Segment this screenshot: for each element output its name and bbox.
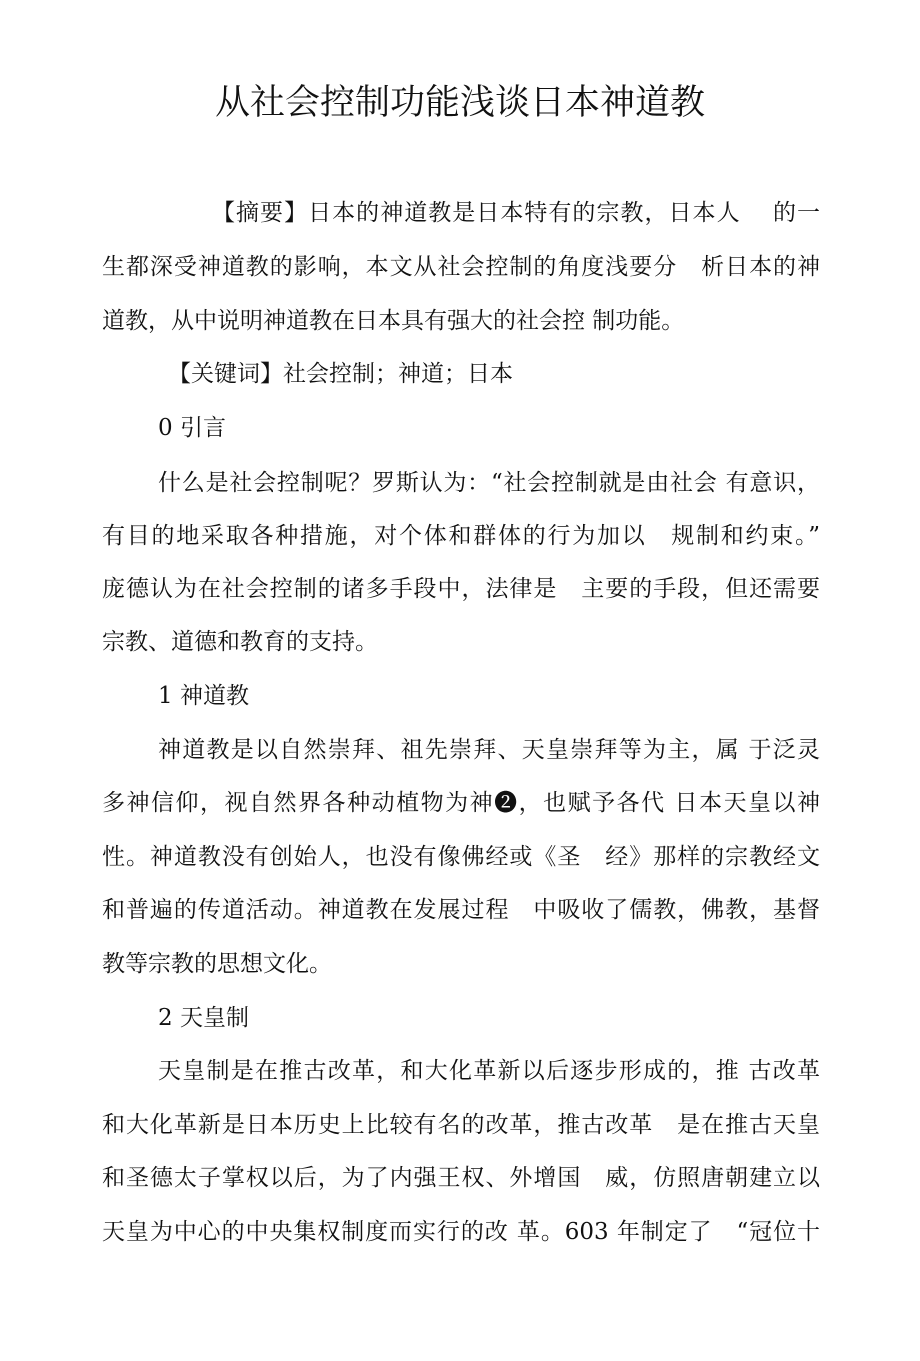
- paragraph-line: 有目的地采取各种措施，对个体和群体的行为加以 规制和约束。”: [102, 523, 820, 549]
- paragraph-line: 教等宗教的思想文化。: [102, 951, 332, 977]
- paragraph-line: 宗教、道德和教育的支持。: [102, 629, 378, 655]
- paragraph-line: 和大化革新是日本历史上比较有名的改革，推古改革 是在推古天皇: [102, 1112, 820, 1138]
- paragraph-line: 什么是社会控制呢？罗斯认为：“社会控制就是由社会 有意识，: [158, 470, 820, 496]
- paragraph-line: 天皇制是在推古改革，和大化革新以后逐步形成的，推 古改革: [158, 1058, 820, 1084]
- paragraph-line: 天皇为中心的中央集权制度而实行的改 革。603 年制定了 “冠位十: [102, 1219, 820, 1245]
- document-title: 从社会控制功能浅谈日本神道教: [214, 83, 705, 123]
- abstract-line: 道教，从中说明神道教在日本具有强大的社会控 制功能。: [102, 308, 685, 334]
- paragraph-line: 多神信仰，视自然界各种动植物为神❷，也赋予各代 日本天皇以神: [102, 790, 820, 816]
- abstract-line: 【摘要】日本的神道教是日本特有的宗教，日本人 的一: [212, 200, 820, 226]
- paragraph-line: 神道教是以自然崇拜、祖先崇拜、天皇崇拜等为主，属 于泛灵: [158, 737, 820, 763]
- section-heading: 1 神道教: [158, 683, 249, 709]
- paragraph-line: 和普遍的传道活动。神道教在发展过程 中吸收了儒教，佛教，基督: [102, 897, 820, 923]
- section-heading: 0 引言: [158, 415, 226, 441]
- abstract-line: 生都深受神道教的影响，本文从社会控制的角度浅要分 析日本的神: [102, 254, 820, 280]
- section-heading: 2 天皇制: [158, 1005, 249, 1031]
- paragraph-line: 和圣德太子掌权以后，为了内强王权、外增国 威，仿照唐朝建立以: [102, 1165, 820, 1191]
- paragraph-line: 庞德认为在社会控制的诸多手段中，法律是 主要的手段，但还需要: [102, 576, 820, 602]
- paragraph-line: 性。神道教没有创始人，也没有像佛经或《圣 经》那样的宗教经文: [102, 844, 820, 870]
- keywords: 【关键词】社会控制；神道；日本: [168, 361, 513, 387]
